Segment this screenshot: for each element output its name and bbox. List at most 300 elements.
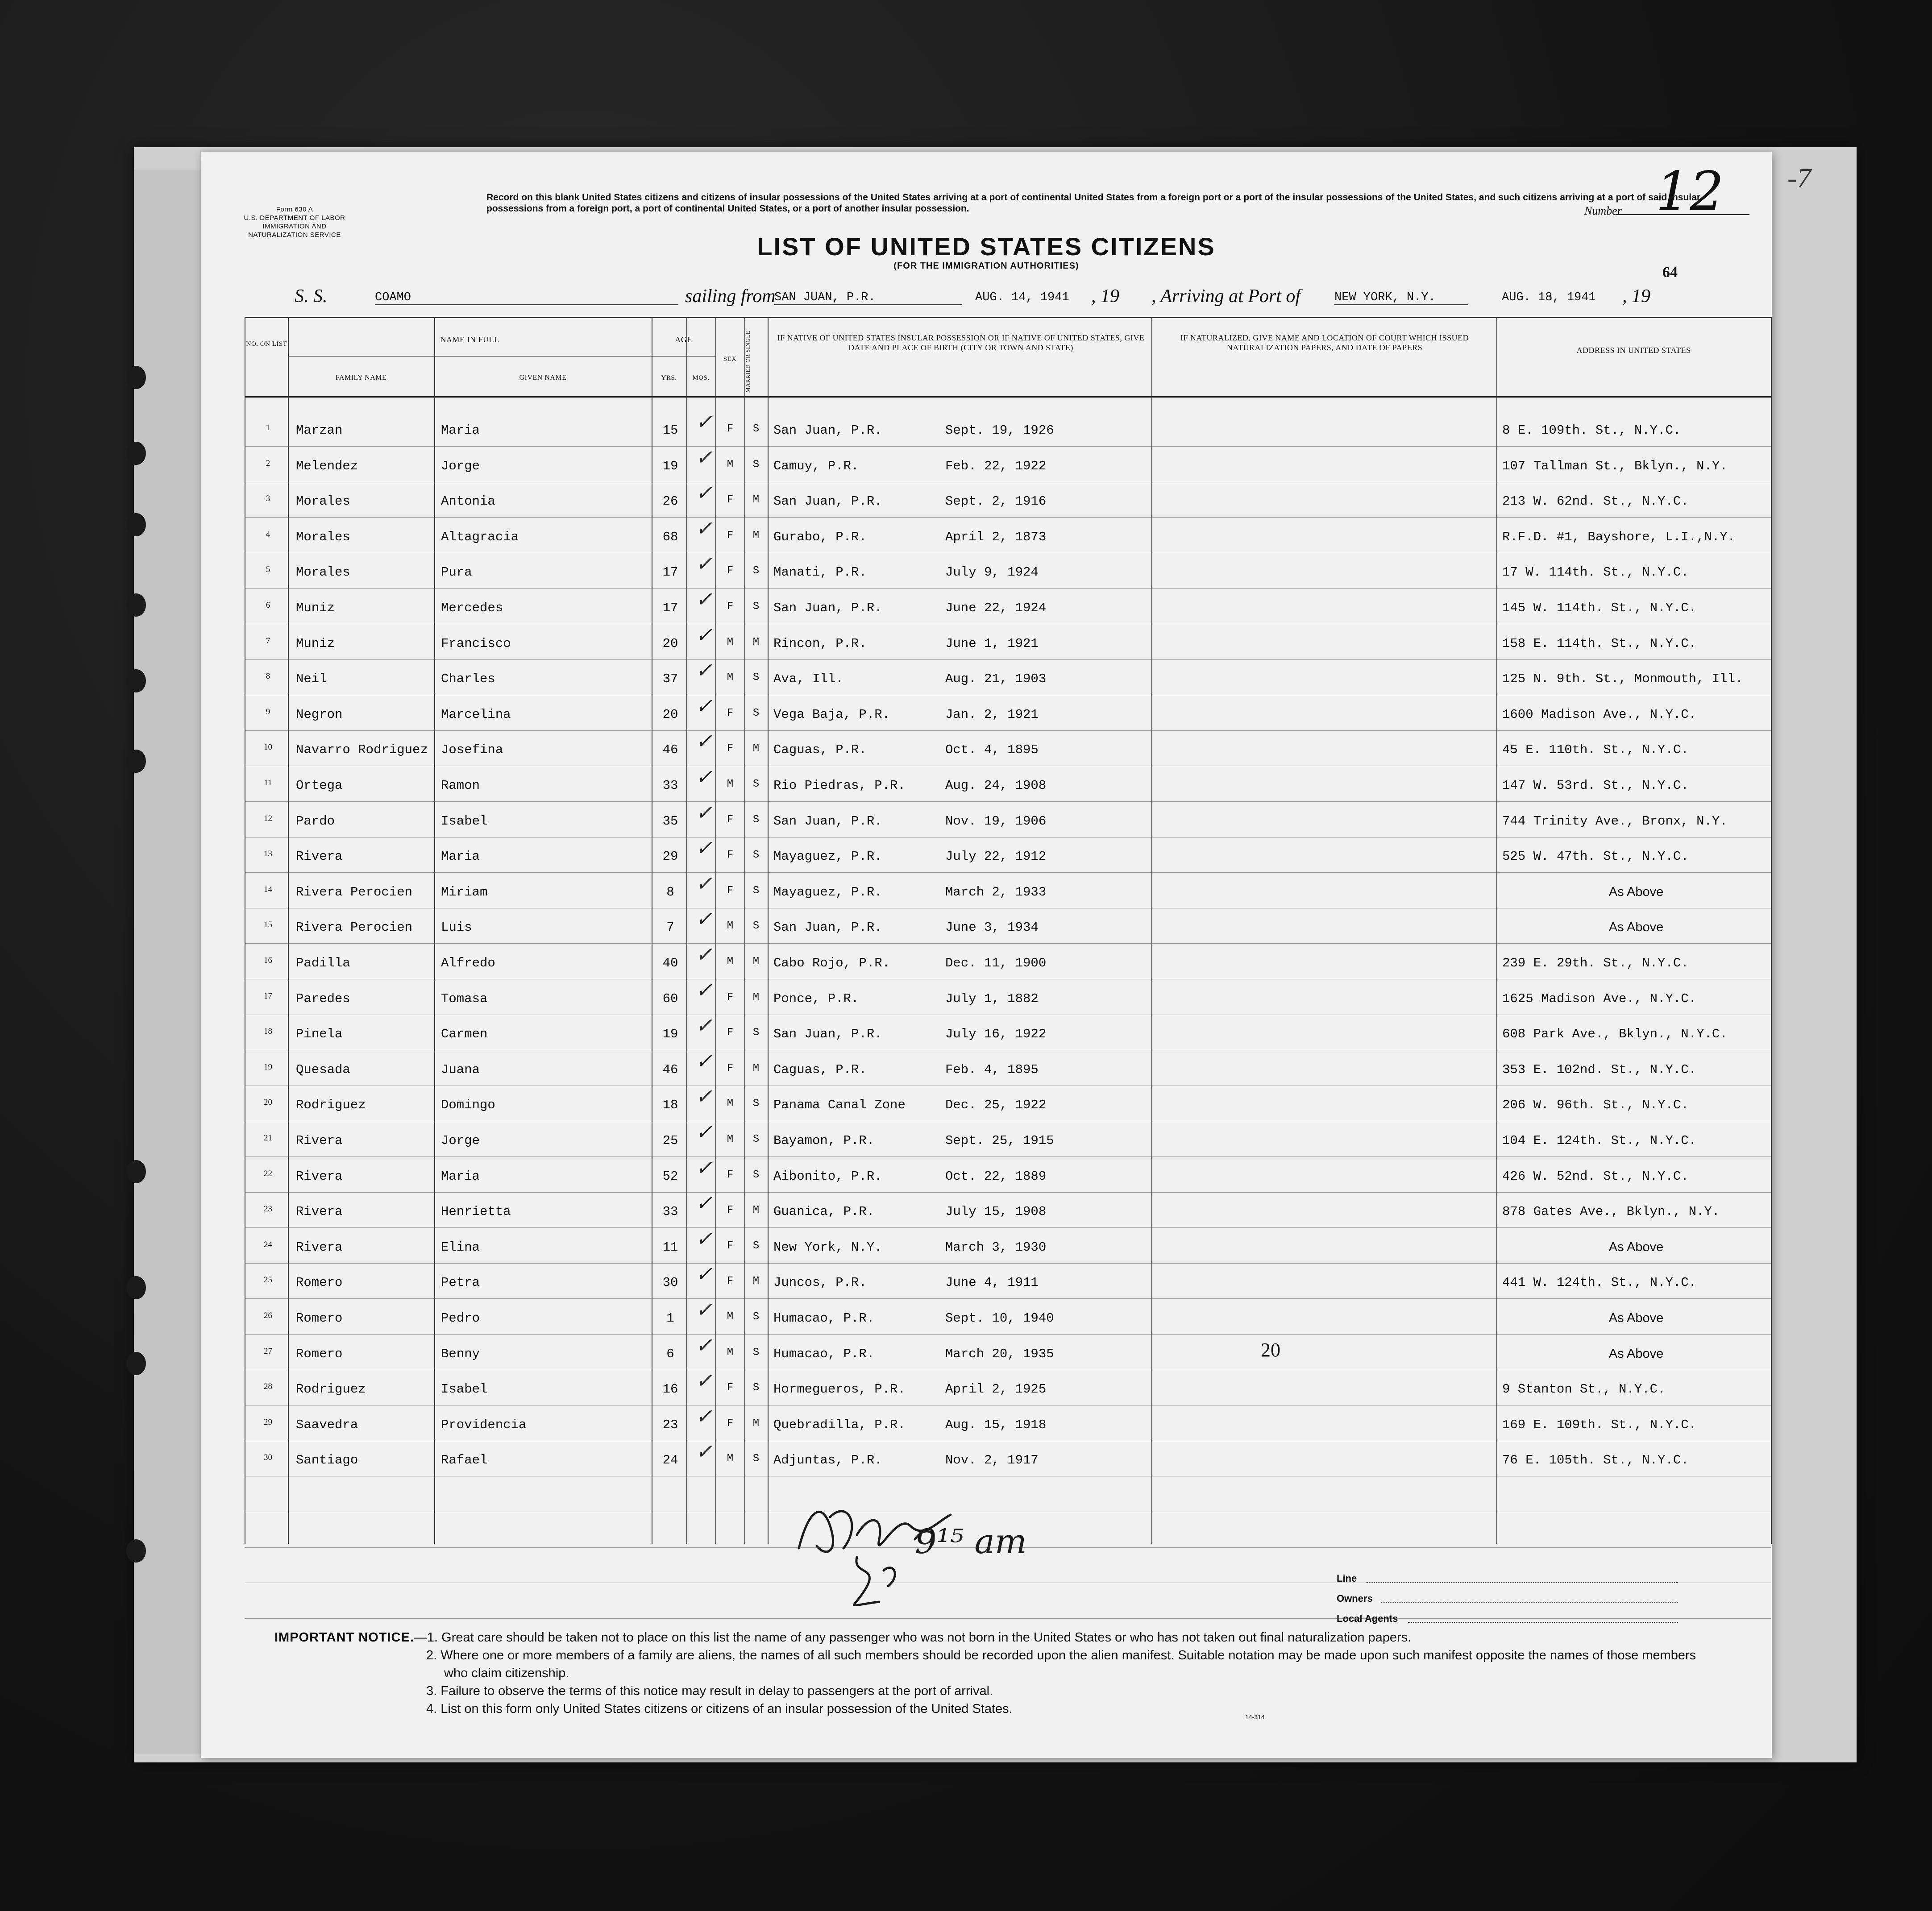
row-rule [245,1298,1771,1299]
row-number: 2 [266,458,270,468]
family-name: Ortega [296,778,343,793]
row-number: 12 [264,813,272,823]
birth-place: San Juan, P.R. [773,813,882,829]
line-field [1366,1582,1678,1583]
us-address: 8 E. 109th. St., N.Y.C. [1502,423,1681,438]
row-number: 6 [266,601,270,610]
birth-date: July 22, 1912 [945,849,1047,864]
header-age-years: YRS. [661,374,677,381]
marital-status: S [752,1382,760,1394]
sex: M [727,1098,734,1110]
given-name: Isabel [441,813,488,829]
age-years: 17 [662,565,678,580]
table-header-rule [245,396,1771,398]
given-name: Pura [441,565,472,580]
number-label: Number [1584,204,1622,217]
marital-status: S [752,849,760,862]
given-name: Francisco [441,636,511,651]
age-years: 19 [662,458,678,473]
col-line [434,317,435,1544]
family-name: Rivera [296,1239,343,1255]
line-label: Line [1337,1573,1357,1584]
birth-place: Humacao, P.R. [773,1311,875,1326]
birth-date: June 22, 1924 [945,601,1047,615]
us-address: 1625 Madison Ave., N.Y.C. [1502,991,1697,1006]
birth-place: Quebradilla, P.R. [773,1417,906,1432]
sex: M [727,1453,734,1465]
marital-status: S [752,458,760,471]
given-name: Luis [441,920,472,935]
us-address: 147 W. 53rd. St., N.Y.C. [1502,778,1689,793]
family-name: Romero [296,1275,343,1290]
check-mark: ✓ [695,410,713,434]
arrival-date: AUG. 18, 1941 [1502,291,1596,304]
us-address: As Above [1608,920,1664,935]
birth-date: July 1, 1882 [945,991,1039,1006]
marital-status: S [752,707,760,719]
check-mark: ✓ [695,729,713,754]
family-name: Romero [296,1311,343,1326]
check-mark: ✓ [695,1262,713,1286]
marital-status: M [752,494,760,506]
birth-place: Rio Piedras, P.R. [773,778,906,793]
row-rule [245,943,1771,944]
page-title: LIST OF UNITED STATES CITIZENS [757,232,1216,261]
age-years: 25 [662,1133,678,1148]
check-mark: ✓ [695,800,713,825]
marital-status: M [752,1204,760,1217]
row-number: 25 [264,1275,272,1285]
given-name: Providencia [441,1417,527,1432]
row-rule [245,1227,1771,1228]
naturalized-note: 20 [1261,1339,1280,1361]
birth-date: Oct. 22, 1889 [945,1169,1047,1184]
us-address: 76 E. 105th. St., N.Y.C. [1502,1453,1689,1468]
family-name: Muniz [296,601,335,615]
us-address: R.F.D. #1, Bayshore, L.I.,N.Y. [1502,529,1736,544]
sex: F [727,849,734,862]
us-address: 525 W. 47th. St., N.Y.C. [1502,849,1689,864]
birth-date: Dec. 25, 1922 [945,1098,1047,1113]
arriving-label: , Arriving at Port of [1151,286,1301,307]
sheet-number: 12 [1656,161,1724,223]
age-years: 30 [662,1275,678,1290]
age-years: 16 [662,1382,678,1397]
given-name: Mercedes [441,601,503,615]
sailing-label: sailing from [685,286,776,307]
marital-status: S [752,1169,760,1181]
given-name: Benny [441,1346,480,1361]
age-years: 33 [662,1204,678,1219]
sex: F [727,707,734,719]
age-years: 68 [662,529,678,544]
us-address: 206 W. 96th. St., N.Y.C. [1502,1098,1689,1113]
check-mark: ✓ [695,658,713,683]
marital-status: S [752,1346,760,1359]
us-address: 608 Park Ave., Bklyn., N.Y.C. [1502,1027,1728,1042]
check-mark: ✓ [695,1049,713,1073]
age-years: 6 [666,1346,674,1361]
sex: F [727,1027,734,1039]
family-name: Rivera [296,1133,343,1148]
given-name: Charles [441,672,495,687]
us-address: 145 W. 114th. St., N.Y.C. [1502,601,1697,615]
row-rule [245,659,1771,660]
check-mark: ✓ [695,871,713,895]
us-address: 125 N. 9th. St., Monmouth, Ill. [1502,672,1743,687]
given-name: Henrietta [441,1204,511,1219]
check-mark: ✓ [695,978,713,1002]
row-number: 18 [264,1027,272,1036]
row-number: 24 [264,1239,272,1249]
marital-status: S [752,1133,760,1145]
form-identifier: Form 630 A U.S. DEPARTMENT OF LABOR IMMIGRATION AND NATURALIZATION SERVICE [244,206,345,239]
check-mark: ✓ [695,942,713,966]
row-number: 20 [264,1098,272,1107]
notice-item-4: 4. List on this form only United States citizens or citizens of an insular possession of the United States. [426,1702,1013,1716]
birth-place: Gurabo, P.R. [773,529,867,544]
row-number: 9 [266,707,270,717]
sex: F [727,529,734,542]
binder-hole [126,1160,146,1183]
ss-label: S. S. [295,286,328,307]
sex: F [727,884,734,897]
marital-status: M [752,991,760,1003]
header-sex: SEX [723,356,737,363]
us-address: 17 W. 114th. St., N.Y.C. [1502,565,1689,580]
birth-place: Panama Canal Zone [773,1098,906,1113]
marital-status: S [752,813,760,826]
col-line [1151,317,1152,1544]
us-address: As Above [1608,1311,1664,1325]
birth-date: Jan. 2, 1921 [945,707,1039,722]
birth-date: March 2, 1933 [945,884,1047,900]
row-number: 26 [264,1311,272,1320]
birth-date: Sept. 25, 1915 [945,1133,1054,1148]
family-name: Marzan [296,423,343,438]
sex: F [727,742,734,755]
family-name: Morales [296,565,350,580]
age-years: 19 [662,1027,678,1042]
marital-status: S [752,1311,760,1323]
sex: M [727,778,734,790]
binder-hole [126,1276,146,1299]
age-years: 17 [662,601,678,615]
birth-date: Sept. 19, 1926 [945,423,1054,438]
given-name: Maria [441,1169,480,1184]
passenger-table [245,317,1771,1544]
birth-place: San Juan, P.R. [773,423,882,438]
check-mark: ✓ [695,622,713,647]
birth-place: Vega Baja, P.R. [773,707,890,722]
notice-item-2: 2. Where one or more members of a family are aliens, the names of all such members should be recorded upon the alien manifest. Suitable notation may be made upon such manifest opposite the names of those members who claim citizenship. [426,1648,1696,1680]
sex: F [727,1275,734,1288]
birth-date: Dec. 11, 1900 [945,956,1047,970]
check-mark: ✓ [695,1333,713,1357]
departure-port: SAN JUAN, P.R. [774,291,962,305]
sex: F [727,1169,734,1181]
family-name: Pardo [296,813,335,829]
given-name: Elina [441,1239,480,1255]
binder-hole [126,593,146,617]
birth-place: Manati, P.R. [773,565,867,580]
given-name: Petra [441,1275,480,1290]
family-name: Paredes [296,991,350,1006]
marital-status: M [752,529,760,542]
us-address: 744 Trinity Ave., Bronx, N.Y. [1502,813,1728,829]
marital-status: S [752,565,760,577]
row-number: 15 [264,920,272,930]
check-mark: ✓ [695,1297,713,1322]
marital-status: M [752,1417,760,1430]
birth-date: April 2, 1925 [945,1382,1047,1397]
age-years: 46 [662,742,678,758]
marital-status: S [752,423,760,435]
sex: F [727,494,734,506]
family-name: Padilla [296,956,350,970]
age-years: 40 [662,956,678,970]
row-rule [245,872,1771,873]
birth-place: Aibonito, P.R. [773,1169,882,1184]
row-number: 14 [264,884,272,894]
header-naturalization: IF NATURALIZED, GIVE NAME AND LOCATION OF COURT WHICH ISSUED NATURALIZATION PAPERS, AND DATE OF PAPERS [1180,333,1469,352]
check-mark: ✓ [695,765,713,789]
manifest-page [201,152,1812,1758]
binder-hole [126,1539,146,1563]
check-mark: ✓ [695,693,713,718]
birth-place: San Juan, P.R. [773,494,882,509]
check-mark: ✓ [695,1120,713,1144]
birth-place: Rincon, P.R. [773,636,867,651]
age-years: 23 [662,1417,678,1432]
us-address: 107 Tallman St., Bklyn., N.Y. [1502,458,1728,473]
birth-place: San Juan, P.R. [773,601,882,615]
row-rule [245,588,1771,589]
birth-date: Sept. 10, 1940 [945,1311,1054,1326]
birth-date: Oct. 4, 1895 [945,742,1039,758]
row-number: 4 [266,529,270,539]
sex: F [727,601,734,613]
given-name: Carmen [441,1027,488,1042]
marital-status: M [752,1062,760,1074]
check-mark: ✓ [695,1013,713,1038]
given-name: Tomasa [441,991,488,1006]
birth-place: Hormegueros, P.R. [773,1382,906,1397]
age-years: 7 [666,920,674,935]
given-name: Jorge [441,1133,480,1148]
birth-place: Cabo Rojo, P.R. [773,956,890,970]
col-line [1496,317,1497,1544]
birth-place: San Juan, P.R. [773,920,882,935]
family-name: Rivera [296,1169,343,1184]
given-name: Isabel [441,1382,488,1397]
year-digits: 64 [1662,264,1678,281]
given-name: Pedro [441,1311,480,1326]
binder-hole [126,513,146,536]
row-rule [245,801,1771,802]
marital-status: S [752,884,760,897]
given-name: Josefina [441,742,503,758]
header-age-months: MOS. [692,374,710,381]
us-address: As Above [1608,884,1664,899]
birth-date: April 2, 1873 [945,529,1047,544]
row-number: 30 [264,1453,272,1463]
marital-status: S [752,1098,760,1110]
row-number: 21 [264,1133,272,1143]
birth-date: June 1, 1921 [945,636,1039,651]
birth-date: Feb. 22, 1922 [945,458,1047,473]
binder-hole [126,750,146,773]
row-rule [245,1334,1771,1335]
marital-status: S [752,1239,760,1252]
us-address: 426 W. 52nd. St., N.Y.C. [1502,1169,1689,1184]
col-line [1771,317,1772,1544]
birth-place: Guanica, P.R. [773,1204,875,1219]
marital-status: S [752,601,760,613]
binder-hole [126,366,146,389]
birth-place: San Juan, P.R. [773,1027,882,1042]
birth-date: Aug. 24, 1908 [945,778,1047,793]
check-mark: ✓ [695,1155,713,1180]
sex: F [727,423,734,435]
age-years: 33 [662,778,678,793]
page-subtitle: (FOR THE IMMIGRATION AUTHORITIES) [893,261,1079,271]
row-number: 5 [266,565,270,575]
header-age: AGE [675,335,692,344]
check-mark: ✓ [695,1404,713,1428]
arrival-time-note: 9¹⁵ am [915,1521,1027,1561]
owners-field [1381,1602,1678,1603]
header-married-single: MARRIED OR SINGLE [744,330,751,393]
sex: M [727,636,734,648]
year-label-2: , 19 [1622,286,1650,307]
age-years: 29 [662,849,678,864]
birth-place: Ponce, P.R. [773,991,859,1006]
family-name: Romero [296,1346,343,1361]
header-family-name: FAMILY NAME [335,374,387,381]
sex: M [727,458,734,471]
col-line [768,317,769,1544]
birth-date: Aug. 21, 1903 [945,672,1047,687]
given-name: Alfredo [441,956,495,970]
age-years: 52 [662,1169,678,1184]
birth-date: July 15, 1908 [945,1204,1047,1219]
family-name: Negron [296,707,343,722]
family-name: Rivera [296,849,343,864]
birth-place: Mayaguez, P.R. [773,884,882,900]
print-code: 14-314 [1245,1713,1265,1720]
marital-status: S [752,920,760,933]
us-address: 213 W. 62nd. St., N.Y.C. [1502,494,1689,509]
check-mark: ✓ [695,516,713,540]
sex: F [727,991,734,1003]
row-number: 11 [264,778,272,788]
given-name: Juana [441,1062,480,1077]
binder-strip [134,170,205,1753]
sex: F [727,1239,734,1252]
marital-status: S [752,672,760,684]
check-mark: ✓ [695,445,713,469]
year-label-1: , 19 [1091,286,1119,307]
owners-label: Owners [1337,1593,1373,1604]
important-notice [274,1629,1703,1718]
family-name: Quesada [296,1062,350,1077]
sex: F [727,565,734,577]
family-name: Rivera Perocien [296,884,413,900]
row-number: 10 [264,742,272,752]
check-mark: ✓ [695,551,713,576]
age-years: 15 [662,423,678,438]
family-name: Rivera Perocien [296,920,413,935]
birth-place: Juncos, P.R. [773,1275,867,1290]
check-mark: ✓ [695,1368,713,1393]
birth-date: June 3, 1934 [945,920,1039,935]
age-years: 35 [662,813,678,829]
row-number: 22 [264,1169,272,1178]
sex: F [727,1062,734,1074]
birth-date: Nov. 19, 1906 [945,813,1047,829]
given-name: Marcelina [441,707,511,722]
birth-place: Mayaguez, P.R. [773,849,882,864]
record-instructions: Record on this blank United States citizens and citizens of insular possessions of the United States arriving at a port of continental United States from a foreign port or a port of the insular possessions of the United States, and such citizens arriving at a port of said insular possessions from a foreign port, a port of continental United States, or a port of another insular possession. [486,192,1700,214]
given-name: Altagracia [441,529,519,544]
row-number: 29 [264,1417,272,1427]
sex: M [727,920,734,933]
given-name: Maria [441,423,480,438]
us-address: 158 E. 114th. St., N.Y.C. [1502,636,1697,651]
us-address: 1600 Madison Ave., N.Y.C. [1502,707,1697,722]
us-address: 104 E. 124th. St., N.Y.C. [1502,1133,1697,1148]
sex: F [727,1382,734,1394]
birth-date: June 4, 1911 [945,1275,1039,1290]
local-agents-field [1408,1622,1678,1623]
age-years: 1 [666,1311,674,1326]
row-rule [245,1263,1771,1264]
us-address: 45 E. 110th. St., N.Y.C. [1502,742,1689,758]
check-mark: ✓ [695,1191,713,1215]
us-address: 169 E. 109th. St., N.Y.C. [1502,1417,1697,1432]
sex: M [727,1346,734,1359]
birth-place: Ava, Ill. [773,672,843,687]
row-rule [245,517,1771,518]
marital-status: M [752,1275,760,1288]
birth-place: Bayamon, P.R. [773,1133,875,1148]
birth-date: March 3, 1930 [945,1239,1047,1255]
row-rule [245,730,1771,731]
col-line [715,317,716,1544]
birth-date: July 9, 1924 [945,565,1039,580]
age-years: 20 [662,636,678,651]
birth-date: Nov. 2, 1917 [945,1453,1039,1468]
row-rule [245,1192,1771,1193]
row-number: 1 [266,423,270,432]
us-address: As Above [1608,1239,1664,1254]
check-mark: ✓ [695,481,713,505]
family-name: Neil [296,672,327,687]
family-name: Rivera [296,1204,343,1219]
birth-date: July 16, 1922 [945,1027,1047,1042]
given-name: Miriam [441,884,488,900]
notice-lead: IMPORTANT NOTICE. [274,1630,414,1645]
family-name: Saavedra [296,1417,358,1432]
check-mark: ✓ [695,1084,713,1109]
sex: M [727,1133,734,1145]
sex: M [727,1311,734,1323]
birth-place: Adjuntas, P.R. [773,1453,882,1468]
given-name: Domingo [441,1098,495,1113]
age-years: 11 [662,1239,678,1255]
age-years: 20 [662,707,678,722]
